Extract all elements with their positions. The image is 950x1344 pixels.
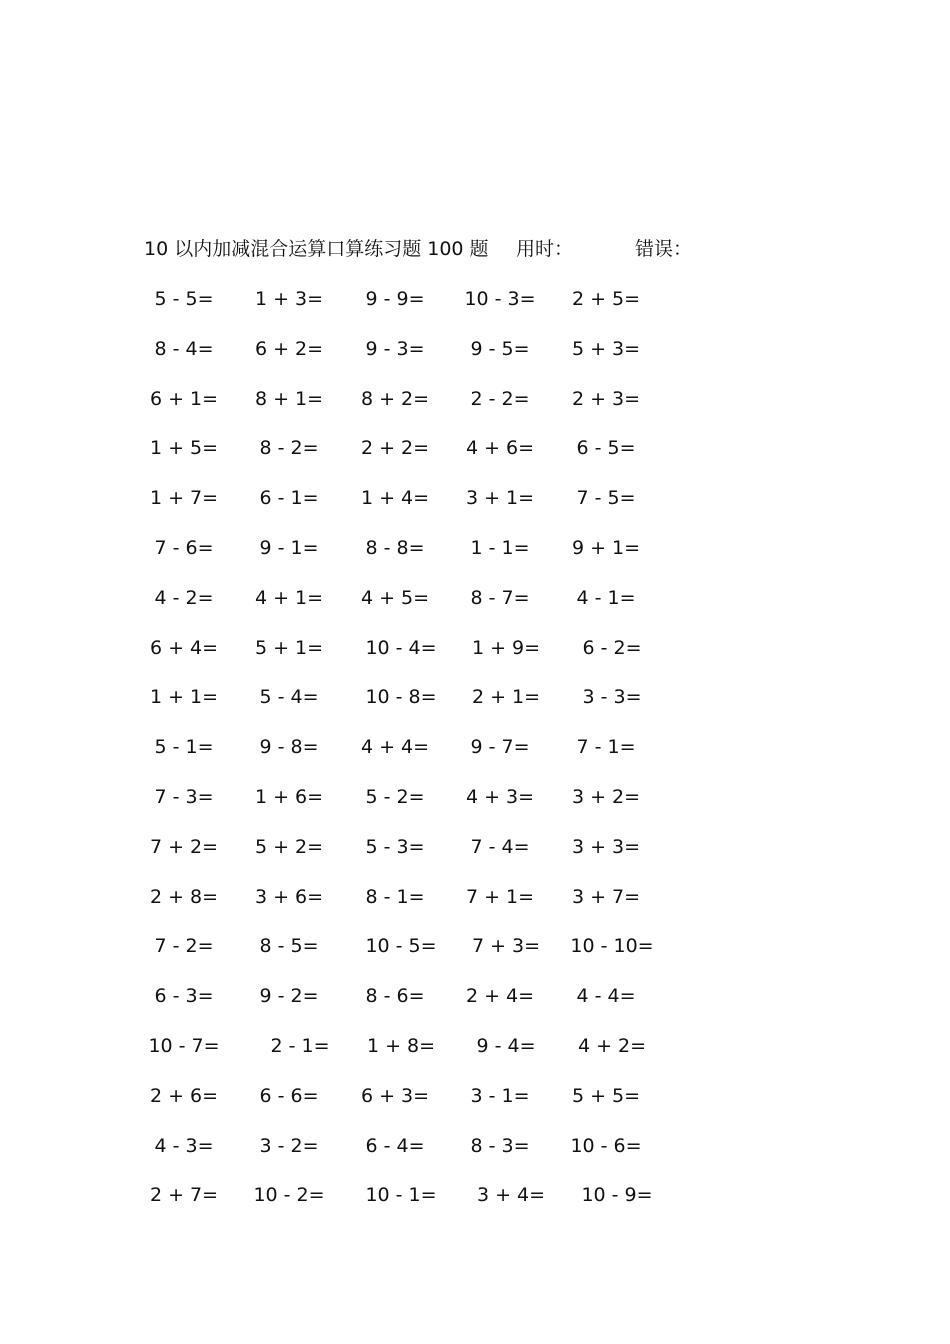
problem-item: 7 - 5= [576,487,636,509]
problem-item: 2 + 3= [571,388,641,410]
problem-item: 4 + 6= [465,437,535,459]
problem-item: 5 - 3= [365,836,425,858]
problem-item: 2 + 6= [149,1085,219,1107]
problem-item: 4 - 4= [576,985,636,1007]
problem-item: 8 + 2= [360,388,430,410]
problem-item: 8 + 1= [254,388,324,410]
problem-item: 9 - 8= [259,736,319,758]
problem-item: 3 + 6= [254,886,324,908]
problem-item: 8 - 7= [470,587,530,609]
problem-item: 5 + 1= [254,637,324,659]
problem-item: 4 + 2= [577,1035,647,1057]
problem-item: 6 - 6= [259,1085,319,1107]
problem-item: 7 - 6= [154,537,214,559]
problem-item: 7 - 2= [154,935,214,957]
problem-item: 8 - 5= [259,935,319,957]
problem-item: 6 - 5= [576,437,636,459]
problem-item: 8 - 6= [365,985,425,1007]
problem-item: 10 - 7= [148,1035,220,1057]
problem-item: 8 - 1= [365,886,425,908]
problem-item: 9 - 9= [365,288,425,310]
problem-item: 1 + 8= [366,1035,436,1057]
problem-item: 1 + 9= [471,637,541,659]
problem-item: 10 - 4= [365,637,437,659]
problem-item: 6 + 4= [149,637,219,659]
problem-item: 9 - 4= [476,1035,536,1057]
problem-item: 10 - 1= [365,1184,437,1206]
problem-item: 5 - 2= [365,786,425,808]
problem-item: 3 + 1= [465,487,535,509]
problem-item: 9 - 5= [470,338,530,360]
problem-item: 10 - 5= [365,935,437,957]
problem-item: 3 - 1= [470,1085,530,1107]
problem-item: 5 - 4= [259,686,319,708]
problem-item: 2 + 2= [360,437,430,459]
problem-item: 2 + 4= [465,985,535,1007]
problem-item: 4 - 1= [576,587,636,609]
problem-item: 1 + 7= [149,487,219,509]
problem-item: 2 + 7= [149,1184,219,1206]
problem-item: 7 - 3= [154,786,214,808]
problem-item: 4 - 3= [154,1135,214,1157]
problem-item: 3 + 2= [571,786,641,808]
problem-item: 4 - 2= [154,587,214,609]
problem-item: 1 + 5= [149,437,219,459]
problem-item: 10 - 3= [464,288,536,310]
problem-item: 5 + 5= [571,1085,641,1107]
problem-item: 8 - 3= [470,1135,530,1157]
time-used-label: 用时： [516,238,574,260]
problem-item: 10 - 2= [253,1184,325,1206]
problem-item: 2 + 8= [149,886,219,908]
problem-item: 2 - 1= [270,1035,330,1057]
problem-item: 4 + 5= [360,587,430,609]
problem-item: 1 + 4= [360,487,430,509]
problem-item: 3 + 3= [571,836,641,858]
problem-item: 9 + 1= [571,537,641,559]
problem-item: 10 - 10= [570,935,654,957]
problem-item: 9 - 3= [365,338,425,360]
problem-item: 6 - 4= [365,1135,425,1157]
problem-item: 5 - 1= [154,736,214,758]
problem-item: 10 - 8= [365,686,437,708]
problem-item: 7 + 1= [465,886,535,908]
problem-item: 8 - 8= [365,537,425,559]
problem-item: 1 + 3= [254,288,324,310]
problem-item: 10 - 9= [581,1184,653,1206]
problem-item: 5 - 5= [154,288,214,310]
problem-item: 4 + 4= [360,736,430,758]
problem-item: 9 - 7= [470,736,530,758]
problem-item: 7 - 4= [470,836,530,858]
problem-item: 1 + 6= [254,786,324,808]
problem-item: 7 + 3= [471,935,541,957]
problem-item: 9 - 2= [259,985,319,1007]
problem-item: 1 - 1= [470,537,530,559]
problem-item: 6 + 2= [254,338,324,360]
problem-item: 3 + 7= [571,886,641,908]
problem-item: 6 + 3= [360,1085,430,1107]
problem-item: 9 - 1= [259,537,319,559]
problem-item: 3 + 4= [476,1184,546,1206]
problem-item: 6 - 1= [259,487,319,509]
problem-item: 5 + 3= [571,338,641,360]
problem-item: 2 + 5= [571,288,641,310]
problem-item: 4 + 3= [465,786,535,808]
problem-item: 3 - 3= [582,686,642,708]
problem-item: 6 - 3= [154,985,214,1007]
problem-item: 2 + 1= [471,686,541,708]
problem-item: 5 + 2= [254,836,324,858]
problem-item: 8 - 2= [259,437,319,459]
problem-item: 8 - 4= [154,338,214,360]
problem-item: 10 - 6= [570,1135,642,1157]
problem-item: 6 - 2= [582,637,642,659]
problem-item: 3 - 2= [259,1135,319,1157]
error-count-label: 错误： [635,238,693,260]
problem-item: 6 + 1= [149,388,219,410]
worksheet-title: 10 以内加减混合运算口算练习题 100 题 [144,238,489,260]
problem-item: 7 + 2= [149,836,219,858]
problem-item: 2 - 2= [470,388,530,410]
problem-item: 7 - 1= [576,736,636,758]
problem-item: 4 + 1= [254,587,324,609]
problem-item: 1 + 1= [149,686,219,708]
